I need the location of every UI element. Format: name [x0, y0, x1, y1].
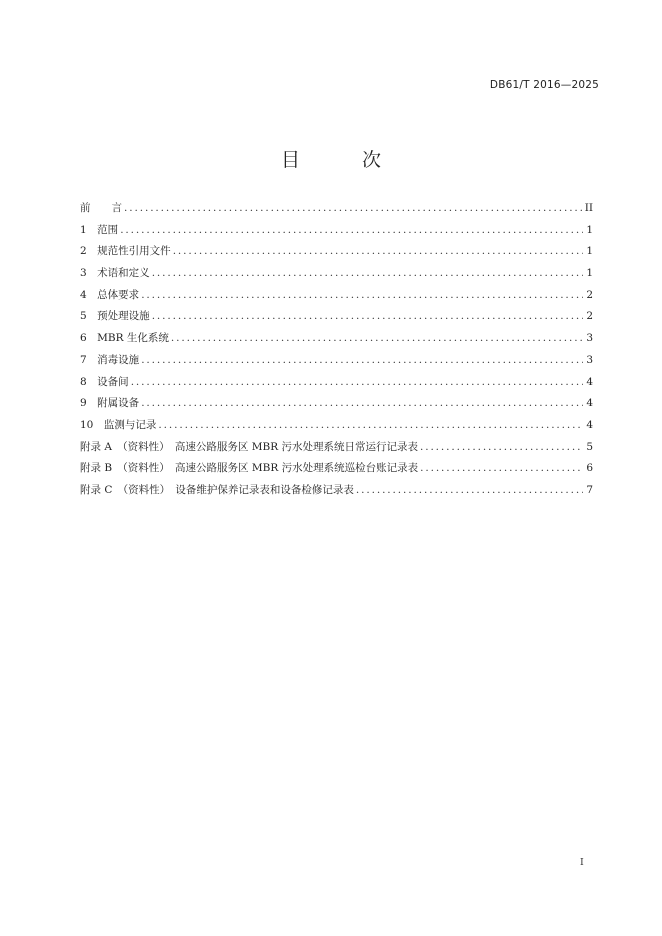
- toc-dot-leader: [131, 372, 583, 394]
- toc-entry-page: 2: [586, 288, 593, 301]
- toc-entry-label: 1 范围: [80, 223, 119, 236]
- toc-entry-label: 附录 B （资料性） 高速公路服务区 MBR 污水处理系统巡检台账记录表: [80, 462, 419, 475]
- toc-title: 目 次: [280, 149, 410, 171]
- toc-entry-label: 6 MBR 生化系统: [80, 332, 169, 345]
- toc-entry-page: 1: [586, 223, 593, 236]
- toc-entry-label: 3 术语和定义: [80, 267, 150, 280]
- toc-entry-equipment-room[interactable]: [80, 372, 593, 394]
- toc-entry-page: II: [584, 202, 593, 214]
- toc-entry-foreword[interactable]: [80, 198, 593, 220]
- toc-dot-leader: [356, 480, 583, 502]
- toc-entry-label: 9 附属设备: [80, 397, 140, 410]
- toc-dot-leader: [141, 393, 583, 415]
- table-of-contents: [80, 198, 593, 502]
- toc-dot-leader: [173, 241, 583, 263]
- toc-entry-page: 7: [586, 483, 593, 496]
- toc-entry-label: 10 监测与记录: [80, 418, 157, 431]
- toc-dot-leader: [420, 458, 583, 480]
- toc-entry-appendix-a[interactable]: [80, 437, 593, 459]
- toc-dot-leader: [158, 415, 583, 437]
- toc-dot-leader: [152, 263, 583, 285]
- toc-entry-page: 4: [586, 418, 593, 431]
- toc-entry-label: 附录 C （资料性） 设备维护保养记录表和设备检修记录表: [80, 483, 354, 496]
- document-code: DB61/T 2016—2025: [489, 79, 599, 91]
- toc-entry-label: 4 总体要求: [80, 288, 140, 301]
- toc-entry-appendix-b[interactable]: [80, 458, 593, 480]
- toc-entry-disinfection[interactable]: [80, 350, 593, 372]
- toc-entry-label: 2 规范性引用文件: [80, 245, 171, 258]
- toc-entry-page: 5: [586, 440, 593, 453]
- toc-dot-leader: [152, 306, 583, 328]
- toc-entry-general-requirements[interactable]: [80, 285, 593, 307]
- toc-entry-pretreatment[interactable]: [80, 306, 593, 328]
- toc-dot-leader: [141, 285, 583, 307]
- toc-entry-label: 5 预处理设施: [80, 310, 150, 323]
- toc-entry-page: 4: [586, 375, 593, 388]
- toc-entry-page: 1: [586, 267, 593, 280]
- toc-dot-leader: [120, 220, 583, 242]
- toc-entry-terms-definitions[interactable]: [80, 263, 593, 285]
- toc-entry-mbr-system[interactable]: [80, 328, 593, 350]
- toc-dot-leader: [420, 437, 583, 459]
- toc-entry-scope[interactable]: [80, 220, 593, 242]
- toc-entry-page: 2: [586, 310, 593, 323]
- toc-entry-page: 4: [586, 397, 593, 410]
- toc-entry-label: 附录 A （资料性） 高速公路服务区 MBR 污水处理系统日常运行记录表: [80, 440, 418, 453]
- toc-entry-monitoring-records[interactable]: [80, 415, 593, 437]
- page-number: I: [580, 857, 584, 868]
- toc-entry-page: 3: [586, 332, 593, 345]
- toc-entry-label: 8 设备间: [80, 375, 129, 388]
- toc-entry-page: 3: [586, 353, 593, 366]
- toc-entry-page: 1: [586, 245, 593, 258]
- toc-entry-label: 前 言: [80, 202, 122, 214]
- toc-dot-leader: [141, 350, 583, 372]
- toc-dot-leader: [171, 328, 583, 350]
- toc-entry-label: 7 消毒设施: [80, 353, 140, 366]
- toc-entry-page: 6: [586, 462, 593, 475]
- toc-entry-auxiliary-equipment[interactable]: [80, 393, 593, 415]
- toc-entry-normative-references[interactable]: [80, 241, 593, 263]
- toc-entry-appendix-c[interactable]: [80, 480, 593, 502]
- toc-dot-leader: [124, 198, 583, 220]
